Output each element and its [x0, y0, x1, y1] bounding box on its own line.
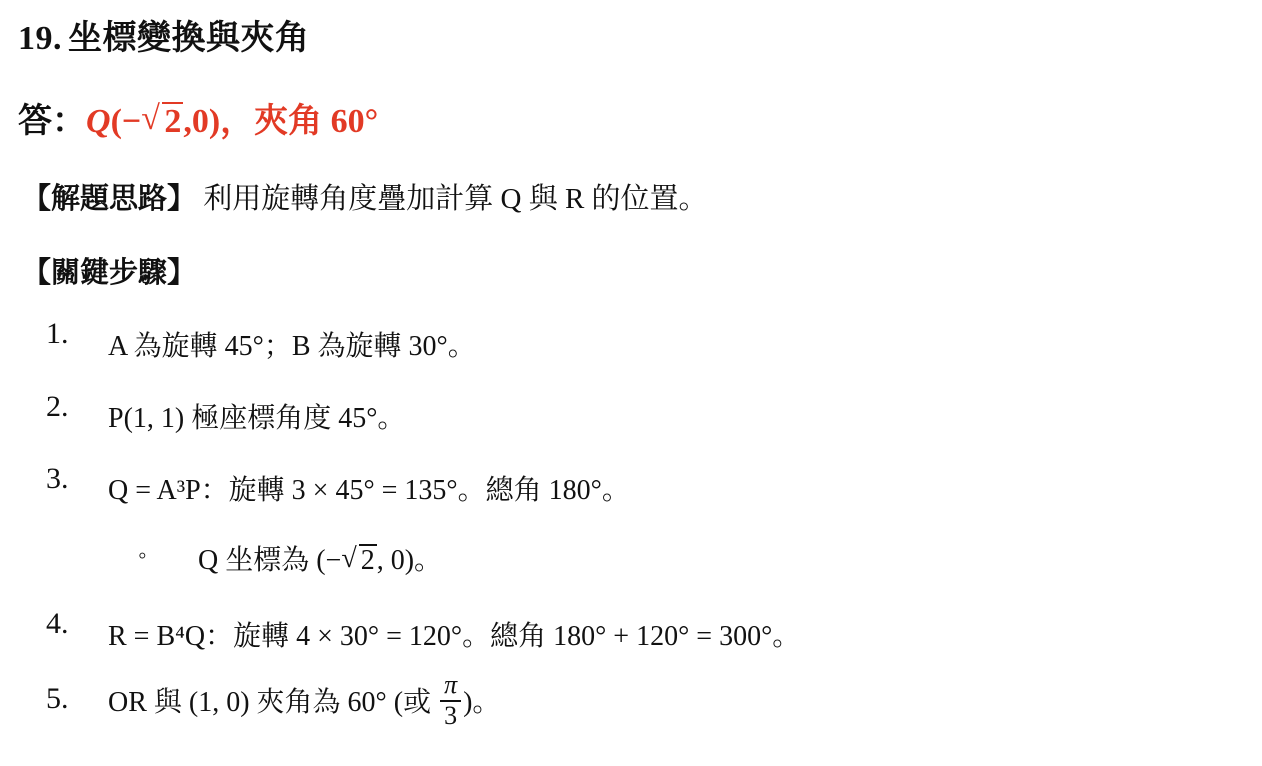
step5-text-after: )。: [463, 687, 501, 719]
answer-label: 答：: [18, 103, 86, 140]
key-steps-heading-text: 【關鍵步驟】: [22, 257, 197, 289]
answer-point-name: Q: [86, 103, 111, 140]
answer-value: [86, 100, 379, 140]
step5-text-before: OR 與 (1, 0) 夾角為 60° (或: [108, 687, 439, 719]
step-number: 3.: [46, 462, 69, 495]
step-text: A 為旋轉 45°；B 為旋轉 30°。: [108, 331, 476, 362]
step-number: 1.: [46, 317, 69, 350]
answer-radicand: 2: [164, 103, 182, 140]
fraction-denominator: 3: [444, 700, 458, 730]
fraction-numerator: π: [440, 671, 461, 702]
substep-text: [198, 538, 442, 578]
answer-tail: ，夾角 60°: [220, 103, 379, 140]
problem-title-text: 坐標變換與夾角: [68, 20, 310, 57]
problem-number: 19.: [18, 20, 62, 57]
step-number: 4.: [46, 607, 69, 640]
step-number: 5.: [46, 682, 69, 715]
substep-radicand: 2: [360, 545, 375, 576]
idea-text: 利用旋轉角度疊加計算 Q 與 R 的位置。: [203, 183, 708, 215]
radical-sign-icon: √: [141, 100, 160, 138]
substep-text-after: , 0)。: [376, 545, 443, 576]
answer-open: (−: [110, 103, 142, 140]
step-number: 2.: [46, 390, 69, 423]
answer-close: ,0): [183, 103, 221, 140]
answer-line: [18, 93, 378, 142]
substep-text-before: Q 坐標為 (−: [198, 545, 342, 576]
substep-sqrt: [341, 544, 376, 577]
bullet-icon: ◦: [138, 543, 147, 569]
idea-heading: 【解題思路】: [22, 183, 197, 215]
step-text: Q = A³P：旋轉 3 × 45° = 135°。總角 180°。: [108, 475, 630, 506]
problem-title: [18, 10, 310, 59]
idea-section: [22, 176, 708, 217]
step-text: [108, 670, 501, 734]
step-text: P(1, 1) 極座標角度 45°。: [108, 403, 406, 434]
pi-over-3-fraction: [440, 671, 461, 730]
answer-sqrt: [141, 102, 183, 141]
step-text: R = B⁴Q：旋轉 4 × 30° = 120°。總角 180° + 120° = 300°。: [108, 621, 801, 652]
key-steps-heading: [22, 250, 196, 291]
radical-sign-icon: √: [341, 542, 357, 574]
